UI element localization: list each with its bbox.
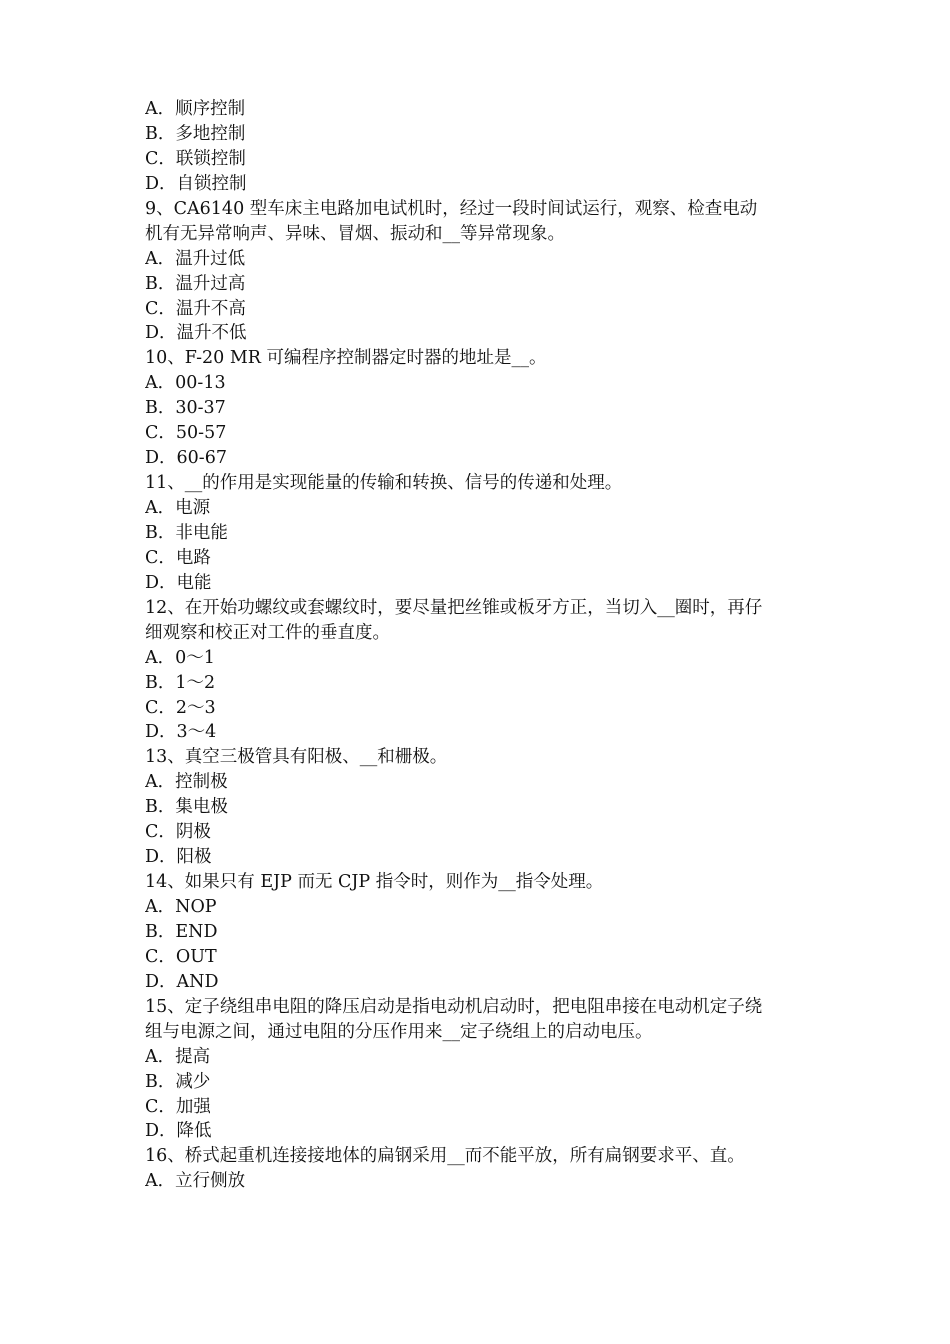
question-text <box>145 745 815 770</box>
option-list <box>145 247 815 347</box>
option-item: A．电源 <box>145 498 211 518</box>
option-item: C．2～3 <box>145 697 216 718</box>
question-line: 9、CA6140 型车床主电路加电试机时，经过一段时间试运行，观察、检查电动 <box>145 198 758 219</box>
option-item: B．温升过高 <box>145 273 246 294</box>
option-item: D．阳极 <box>145 847 212 868</box>
option-item: C．联锁控制 <box>145 148 246 169</box>
option-list <box>145 895 815 995</box>
document-page <box>145 97 815 1194</box>
option-list <box>145 371 815 471</box>
option-item: B．减少 <box>145 1071 211 1092</box>
option-list <box>145 1045 815 1145</box>
question-line: 10、F-20 MR 可编程序控制器定时器的地址是__。 <box>145 348 547 369</box>
option-item: A．温升过低 <box>145 248 246 269</box>
option-item: D．降低 <box>145 1121 212 1142</box>
option-item: B．1～2 <box>145 672 216 693</box>
option-item: A．0～1 <box>145 647 215 668</box>
option-list <box>145 770 815 870</box>
option-list <box>145 1169 815 1194</box>
question-line: 组与电源之间，通过电阻的分压作用来__定子绕组上的启动电压。 <box>145 1021 653 1042</box>
question-text <box>145 995 815 1045</box>
question-text <box>145 197 815 247</box>
question-text <box>145 596 815 646</box>
question-text <box>145 870 815 895</box>
option-item: C．电路 <box>145 547 211 568</box>
question-text <box>145 471 815 496</box>
question-line: 细观察和校正对工件的垂直度。 <box>145 622 390 643</box>
option-item: A．00-13 <box>145 373 226 394</box>
option-item: C．阴极 <box>145 822 211 843</box>
option-item: A．控制极 <box>145 772 228 793</box>
question-text <box>145 1144 815 1169</box>
option-item: D．温升不低 <box>145 323 247 344</box>
option-item: C．50-57 <box>145 423 227 444</box>
option-list <box>145 646 815 746</box>
option-item: D．AND <box>145 971 219 992</box>
option-item: D．自锁控制 <box>145 173 247 194</box>
option-item: A．NOP <box>145 897 217 917</box>
question-line: 机有无异常响声、异味、冒烟、振动和__等异常现象。 <box>145 223 565 244</box>
option-item: A．提高 <box>145 1046 211 1067</box>
option-item: D．电能 <box>145 572 212 593</box>
option-item: A．顺序控制 <box>145 99 246 119</box>
option-item: A．立行侧放 <box>145 1171 246 1192</box>
option-item: C．温升不高 <box>145 298 246 319</box>
option-item: B．多地控制 <box>145 123 246 144</box>
question-line: 12、在开始功螺纹或套螺纹时，要尽量把丝锥或板牙方正，当切入__圈时，再仔 <box>145 597 763 618</box>
option-list <box>145 496 815 596</box>
option-item: D．60-67 <box>145 448 227 469</box>
question-line: 16、桥式起重机连接接地体的扁钢采用__而不能平放，所有扁钢要求平、直。 <box>145 1146 745 1167</box>
option-item: B．非电能 <box>145 522 228 543</box>
option-item: C．OUT <box>145 946 217 967</box>
question-line: 13、真空三极管具有阳极、__和栅极。 <box>145 747 448 768</box>
option-item: B．30-37 <box>145 398 226 419</box>
option-item: B．集电极 <box>145 797 228 818</box>
question-line: 14、如果只有 EJP 而无 CJP 指令时，则作为__指令处理。 <box>145 872 604 893</box>
question-line: 11、__的作用是实现能量的传输和转换、信号的传递和处理。 <box>145 473 623 494</box>
option-item: B．END <box>145 921 218 942</box>
option-item: D．3～4 <box>145 722 217 743</box>
option-list <box>145 97 815 197</box>
question-line: 15、定子绕组串电阻的降压启动是指电动机启动时，把电阻串接在电动机定子绕 <box>145 996 763 1017</box>
option-item: C．加强 <box>145 1096 211 1117</box>
question-text <box>145 346 815 371</box>
